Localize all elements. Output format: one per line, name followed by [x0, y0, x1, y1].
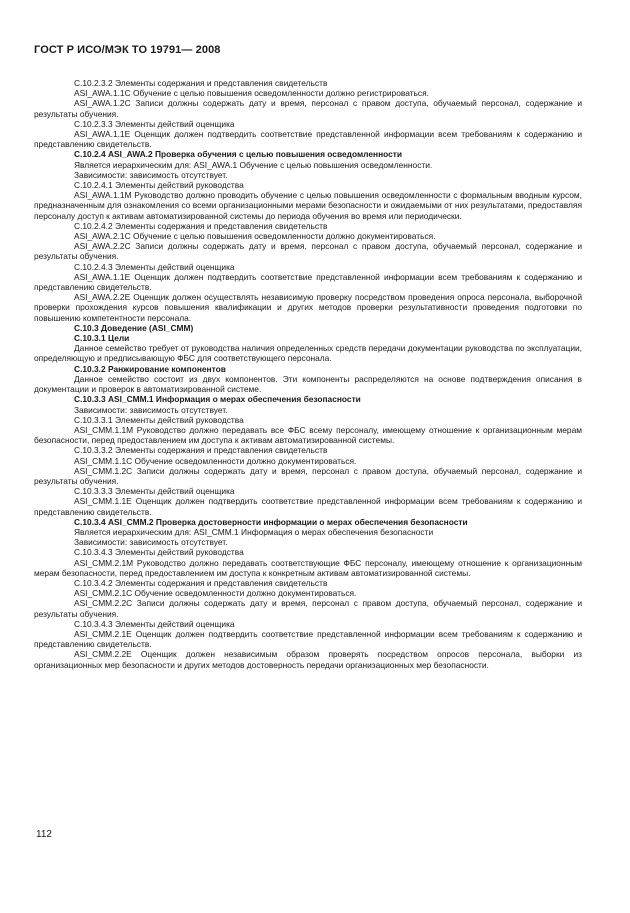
section-heading: С.10.3.1 Цели — [74, 333, 130, 344]
body-paragraph: С.10.2.4.1 Элементы действий руководства — [74, 180, 244, 191]
body-paragraph: С.10.2.3.3 Элементы действий оценщика — [74, 118, 235, 129]
body-paragraph: Зависимости: зависимость отсутствует. — [74, 537, 228, 548]
body-paragraph: ASI_AWA.2.2C Записи должны содержать дату и время, персонал с правом доступа, обучаемый персонал, содержание и результаты обучения. — [34, 241, 582, 262]
section-heading: С.10.3.2 Ранжирование компонентов — [74, 363, 226, 374]
body-paragraph: С.10.2.4.3 Элементы действий оценщика — [74, 261, 235, 272]
body-paragraph: С.10.3.4.3 Элементы действий руководства — [74, 547, 244, 558]
body-paragraph: Данное семейство требует от руководства наличия определенных средств передачи документации руководства по эксплуатации, определяющую и предписывающую ФБС для соответствующего персонала. — [34, 343, 582, 364]
body-paragraph: ASI_CMM.1.1M Руководство должно передавать все ФБС всему персоналу, имеющему отношение к организационным мерам безопасности, перед предоставлением им доступа к активам автоматизированной системы. — [34, 424, 582, 446]
body-paragraph: ASI_CMM.1.2C Записи должны содержать дату и время, персонал с правом доступа, обучаемый персонал, содержание и результаты обучения. — [34, 465, 582, 486]
body-paragraph: С.10.3.3.3 Элементы действий оценщика — [74, 486, 235, 497]
section-heading: С.10.2.4 ASI_AWA.2 Проверка обучения с целью повышения осведомленности — [74, 149, 403, 160]
body-paragraph: ASI_CMM.2.1M Руководство должно передавать соответствующие ФБС персоналу, имеющему отношение к организационным мерам безопасности, перед предоставлением им доступа к конкретным активам автоматизированной системы. — [34, 557, 582, 578]
body-paragraph: С.10.2.4.2 Элементы содержания и представления свидетельств — [74, 220, 328, 231]
body-paragraph: Является иерархическим для: ASI_CMM.1 Информация о мерах обеспечения безопасности — [74, 526, 434, 537]
body-paragraph: Является иерархическим для: ASI_AWA.1 Обучение с целью повышения осведомленности. — [74, 159, 433, 170]
body-paragraph: С.10.3.4.2 Элементы содержания и представления свидетельств — [74, 577, 328, 588]
body-paragraph: Данное семейство состоит из двух компонентов. Эти компоненты распределяются на основе подтверждения описания в документации и проверок в автоматизированной системе. — [34, 373, 582, 395]
document-body — [34, 78, 582, 670]
document-header-title: ГОСТ Р ИСО/МЭК ТО 19791— 2008 — [34, 44, 221, 56]
body-paragraph: ASI_CMM.2.1Е Оценщик должен подтвердить соответствие представленной информации всем требованиям к содержанию и представлению свидетельств. — [34, 628, 582, 650]
body-paragraph: ASI_CMM.1.1Е Оценщик должен подтвердить соответствие представленной информации всем требованиям к содержанию и представлению свидетельств. — [34, 496, 582, 517]
page-number: 112 — [36, 829, 52, 840]
body-paragraph: Зависимости: зависимость отсутствует. — [74, 404, 228, 415]
body-paragraph: ASI_AWA.2.2Е Оценщик должен осуществлять независимую проверку посредством проведения опроса персонала, выборочной проверки прохождения курсов повышения квалификации и других методов проверки результативности проведения подготовки по повышению компетентности персонала. — [34, 292, 582, 323]
body-paragraph: С.10.2.3.2 Элементы содержания и представления свидетельств — [74, 78, 328, 88]
body-paragraph: С.10.3.3.1 Элементы действий руководства — [74, 414, 244, 425]
body-paragraph: ASI_AWA.1.1Е Оценщик должен подтвердить соответствие представленной информации всем требованиям к содержанию и представлению свидетельств. — [34, 271, 582, 293]
body-paragraph: ASI_AWA.1.1M Руководство должно проводить обучение с целью повышения осведомленности с формальным вводным курсом, предназначенным для ознакомления со всеми организационными мерами безопасности и ожидаемыми от них результатами, предоставляя персоналу доступ к активам автоматизированной системы до периода обучения во время или периодически. — [34, 190, 582, 221]
body-paragraph: ASI_AWA.2.1С Обучение с целью повышения осведомленности должно документироваться. — [74, 231, 436, 242]
body-paragraph: ASI_AWA.1.2C Записи должны содержать дату и время, персонал с правом доступа, обучаемый персонал, содержание и результаты обучения. — [34, 98, 582, 119]
body-paragraph: ASI_CMM.2.1С Обучение осведомленности должно документироваться. — [74, 588, 357, 599]
body-paragraph: ASI_AWA.1.1С Обучение с целью повышения осведомленности должно регистрироваться. — [74, 88, 429, 99]
body-paragraph: С.10.3.3.2 Элементы содержания и представления свидетельств — [74, 445, 328, 456]
body-paragraph: ASI_CMM.2.2C Записи должны содержать дату и время, персонал с правом доступа, обучаемый персонал, содержание и результаты обучения. — [34, 598, 582, 619]
body-paragraph: ASI_AWA.1.1Е Оценщик должен подтвердить соответствие представленной информации всем требованиям к содержанию и представлению свидетельств. — [34, 129, 582, 150]
body-paragraph: С.10.3.4.3 Элементы действий оценщика — [74, 618, 235, 629]
body-paragraph: Зависимости: зависимость отсутствует. — [74, 169, 228, 180]
section-heading: С.10.3.4 ASI_CMM.2 Проверка достоверности информации о мерах обеспечения безопасности — [74, 516, 468, 527]
section-heading: С.10.3 Доведение (ASI_CMM) — [74, 322, 194, 333]
section-heading: С.10.3.3 ASI_CMM.1 Информация о мерах обеспечения безопасности — [74, 394, 361, 405]
body-paragraph: ASI_CMM.2.2Е Оценщик должен независимым образом проверять посредством опросов персонала, выборки из организационных мер безопасности и других методов достоверность передачи организационных мер безопасности. — [34, 649, 582, 670]
body-paragraph: ASI_CMM.1.1С Обучение осведомленности должно документироваться. — [74, 455, 357, 466]
